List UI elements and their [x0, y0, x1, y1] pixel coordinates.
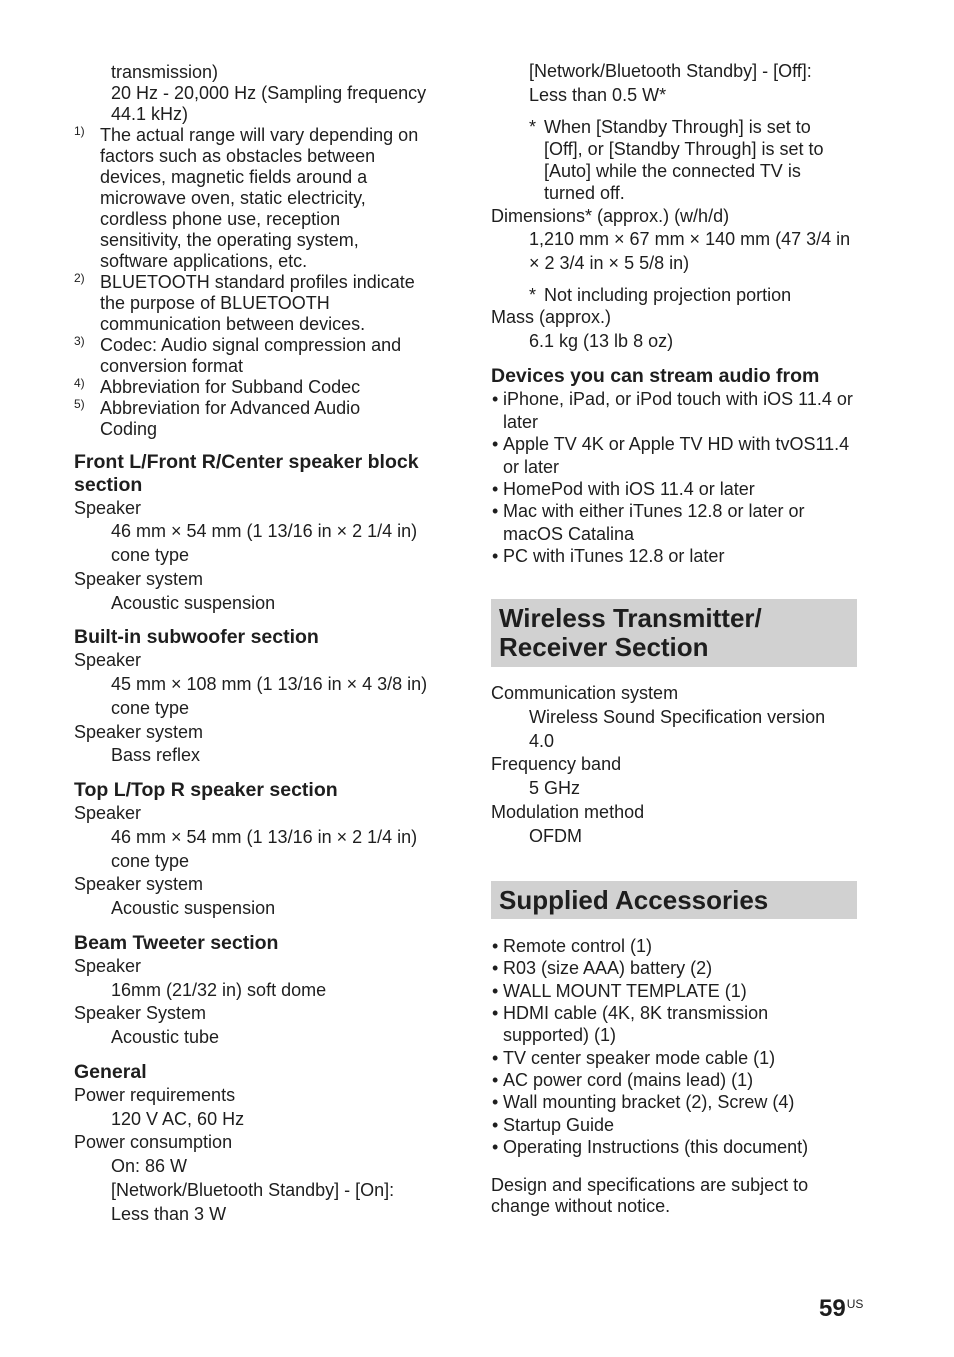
- spec-value: 5 GHz: [529, 778, 581, 799]
- list-item-text: PC with iTunes 12.8 or later: [503, 545, 725, 566]
- beam-tweeter-section: [74, 932, 454, 1050]
- wireless-specs: [491, 682, 871, 848]
- spec-value: 4.0: [529, 730, 555, 751]
- bullet-marker: •: [492, 389, 499, 410]
- spec-label: Speaker System: [74, 1003, 207, 1024]
- footnote-text-line: sensitivity, the operating system,: [100, 229, 359, 250]
- bullet-marker: •: [492, 1047, 499, 1068]
- section-heading-line: Beam Tweeter section: [74, 931, 279, 954]
- right-column-top: [491, 60, 871, 567]
- spec-value: Less than 3 W: [111, 1203, 227, 1224]
- bullet-marker: •: [492, 545, 499, 566]
- note-text-line: Not including projection portion: [544, 284, 792, 305]
- section-heading-line: General: [74, 1060, 147, 1083]
- spec-label: Speaker: [74, 955, 142, 976]
- bullet-marker: •: [492, 1069, 499, 1090]
- list-item-text: R03 (size AAA) battery (2): [503, 958, 713, 979]
- spec-value: 46 mm × 54 mm (1 13/16 in × 2 1/4 in): [111, 521, 418, 542]
- band-title-line: Supplied Accessories: [499, 884, 769, 915]
- front-speaker-section: [74, 451, 454, 616]
- spec-value: OFDM: [529, 825, 582, 846]
- spec-list: [74, 1084, 454, 1227]
- list-item: [491, 1136, 871, 1158]
- page-number: [819, 1294, 863, 1324]
- spec-label: Communication system: [491, 683, 679, 704]
- bullet-marker: •: [492, 1002, 499, 1023]
- spec-value: Acoustic suspension: [111, 898, 276, 918]
- footnote-3: [74, 335, 454, 377]
- list-item-text: later: [503, 411, 539, 432]
- continuation-line: transmission): [111, 61, 219, 82]
- list-item-text: HomePod with iOS 11.4 or later: [503, 478, 755, 499]
- list-item: [491, 1114, 871, 1136]
- spec-value: 6.1 kg (13 lb 8 oz): [529, 330, 674, 351]
- footnote-marker: 4): [74, 375, 85, 390]
- spec-label: Frequency band: [491, 754, 622, 775]
- footnote-text-line: BLUETOOTH standard profiles indicate: [100, 271, 415, 292]
- note-text-line: [Off], or [Standby Through] is set to: [544, 138, 824, 159]
- left-column: [74, 62, 454, 1227]
- section-heading-line: Devices you can stream audio from: [491, 365, 820, 388]
- bullet-marker: •: [492, 980, 499, 1001]
- footnote-text-line: microwave oven, static electricity,: [100, 187, 366, 208]
- list-item-text: Apple TV 4K or Apple TV HD with tvOS11.4: [503, 434, 850, 455]
- spec-value: cone type: [111, 545, 190, 565]
- subwoofer-section: [74, 626, 454, 768]
- page-number-value: 59: [819, 1295, 846, 1322]
- list-item: [491, 1091, 871, 1113]
- notice-line: Design and specifications are subject to: [491, 1174, 809, 1195]
- footnote-1: [74, 125, 454, 272]
- spec-value: cone type: [111, 697, 190, 718]
- list-item: [491, 388, 871, 433]
- section-heading-line: Built-in subwoofer section: [74, 626, 319, 649]
- accessories-list: [491, 935, 871, 1158]
- footnote-text-line: factors such as obstacles between: [100, 145, 376, 166]
- bullet-marker: •: [492, 958, 499, 979]
- list-item-text: HDMI cable (4K, 8K transmission: [503, 1002, 769, 1023]
- footnote-text-line: communication between devices.: [100, 313, 366, 334]
- footnote-marker: 5): [74, 396, 85, 411]
- list-item-text: Remote control (1): [503, 935, 653, 956]
- spec-value: 16mm (21/32 in) soft dome: [111, 979, 327, 1000]
- spec-value: Wireless Sound Specification version: [529, 706, 826, 727]
- footnote-marker: 3): [74, 333, 85, 348]
- footnote-text-line: the purpose of BLUETOOTH: [100, 292, 330, 313]
- accessories-section-title: [499, 886, 768, 915]
- specifications-notice: [491, 1175, 871, 1217]
- list-item-text: Operating Instructions (this document): [503, 1136, 809, 1157]
- spec-label: Speaker: [74, 803, 142, 823]
- bullet-marker: •: [492, 478, 499, 499]
- footnote-marker: 1): [74, 123, 85, 138]
- list-item: [491, 935, 871, 957]
- bullet-marker: •: [492, 1136, 499, 1157]
- note-text-line: [Auto] while the connected TV is: [544, 161, 801, 182]
- list-item: [491, 433, 871, 478]
- spec-value: On: 86 W: [111, 1156, 188, 1176]
- list-item: [491, 1002, 871, 1047]
- spec-value: Less than 0.5 W*: [529, 84, 667, 105]
- spec-value: 120 V AC, 60 Hz: [111, 1108, 245, 1129]
- spec-value: 45 mm × 108 mm (1 13/16 in × 4 3/8 in): [111, 674, 428, 694]
- spec-label: Speaker: [74, 650, 142, 671]
- list-item-text: Startup Guide: [503, 1114, 615, 1135]
- list-item: [491, 1069, 871, 1091]
- footnote-5: [74, 398, 454, 440]
- top-speaker-section: [74, 779, 454, 921]
- list-item-text: AC power cord (mains lead) (1): [503, 1069, 754, 1090]
- spec-label: Speaker system: [74, 721, 204, 742]
- spec-label: Speaker system: [74, 568, 204, 589]
- section-heading: [74, 779, 454, 802]
- list-item: [491, 1047, 871, 1069]
- spec-value: [Network/Bluetooth Standby] - [Off]:: [529, 61, 812, 81]
- section-heading: [74, 451, 454, 497]
- footnote-text-line: Abbreviation for Subband Codec: [100, 376, 361, 397]
- spec-label: Mass (approx.): [491, 307, 612, 328]
- footnote-4: [74, 377, 454, 398]
- list-item-text: supported) (1): [503, 1025, 617, 1046]
- spec-label: Speaker: [74, 497, 142, 518]
- mass-spec: [491, 306, 871, 354]
- standby-note: [491, 116, 871, 205]
- section-heading: [74, 1061, 454, 1084]
- bullet-marker: •: [492, 935, 499, 956]
- list-item-text: Wall mounting bracket (2), Screw (4): [503, 1092, 795, 1113]
- spec-label: Dimensions* (approx.) (w/h/d): [491, 205, 730, 226]
- list-item: [491, 980, 871, 1002]
- continuation-line: 44.1 kHz): [111, 103, 189, 124]
- band-title-line: Receiver Section: [499, 631, 709, 662]
- section-heading: [74, 626, 454, 649]
- footnote-text-line: Abbreviation for Advanced Audio: [100, 397, 361, 418]
- spec-value: Acoustic suspension: [111, 592, 276, 613]
- section-heading-line: Top L/Top R speaker section: [74, 779, 338, 801]
- spec-label: Speaker system: [74, 874, 204, 895]
- note-text-line: turned off.: [544, 183, 625, 204]
- spec-list: [74, 649, 454, 768]
- spec-label: Power requirements: [74, 1084, 236, 1105]
- spec-value: Bass reflex: [111, 745, 201, 766]
- footnote-text-line: Coding: [100, 418, 158, 439]
- band-title-line: Wireless Transmitter/: [499, 602, 762, 633]
- dimensions-note: [491, 284, 871, 306]
- bullet-marker: •: [492, 501, 499, 522]
- list-item-text: macOS Catalina: [503, 523, 635, 544]
- page-region-code: US: [846, 1297, 864, 1311]
- spec-value: Acoustic tube: [111, 1027, 220, 1047]
- spec-value: 46 mm × 54 mm (1 13/16 in × 2 1/4 in): [111, 826, 418, 847]
- section-heading-line: Front L/Front R/Center speaker block: [74, 450, 419, 473]
- wireless-section-title: [499, 604, 762, 662]
- bullet-marker: •: [492, 434, 499, 455]
- note-asterisk: *: [529, 284, 537, 305]
- spec-value: 1,210 mm × 67 mm × 140 mm (47 3/4 in: [529, 229, 851, 250]
- footnote-2: [74, 272, 454, 335]
- dimensions-spec: [491, 205, 871, 276]
- list-item-text: TV center speaker mode cable (1): [503, 1047, 776, 1068]
- accessories-section-band: [491, 881, 857, 919]
- section-heading: [491, 365, 871, 388]
- footnote-text-line: software applications, etc.: [100, 250, 308, 271]
- list-item: [491, 957, 871, 979]
- list-item: [491, 500, 871, 545]
- footnote-text-line: cordless phone use, reception: [100, 208, 341, 229]
- spec-value: [Network/Bluetooth Standby] - [On]:: [111, 1179, 395, 1200]
- continuation-block: [74, 62, 454, 125]
- standby-off-spec: [491, 60, 871, 108]
- continuation-line: 20 Hz - 20,000 Hz (Sampling frequency: [111, 82, 427, 103]
- general-section: [74, 1061, 454, 1227]
- footnote-text-line: devices, magnetic fields around a: [100, 166, 368, 187]
- list-item-text: iPhone, iPad, or iPod touch with iOS 11.4 or: [503, 389, 853, 410]
- spec-value: cone type: [111, 850, 190, 871]
- bullet-marker: •: [492, 1092, 499, 1113]
- list-item-text: Mac with either iTunes 12.8 or later or: [503, 501, 805, 522]
- footnote-text-line: Codec: Audio signal compression and: [100, 334, 402, 355]
- spec-value: × 2 3/4 in × 5 5/8 in): [529, 253, 690, 274]
- spec-list: [74, 802, 454, 921]
- bullet-marker: •: [492, 1114, 499, 1135]
- footnote-text-line: conversion format: [100, 355, 244, 376]
- section-heading-line: section: [74, 473, 143, 496]
- spec-list: [74, 497, 454, 616]
- streaming-devices-section: [491, 365, 871, 567]
- note-asterisk: *: [529, 116, 537, 137]
- spec-label: Modulation method: [491, 801, 645, 822]
- spec-list: [74, 955, 454, 1050]
- footnote-text-line: The actual range will vary depending on: [100, 124, 419, 145]
- list-item: [491, 545, 871, 567]
- list-item-text: or later: [503, 456, 560, 477]
- footnote-marker: 2): [74, 270, 85, 285]
- spec-label: Power consumption: [74, 1132, 233, 1153]
- notice-line: change without notice.: [491, 1195, 671, 1216]
- wireless-section-band: [491, 599, 857, 667]
- list-item-text: WALL MOUNT TEMPLATE (1): [503, 980, 747, 1001]
- section-heading: [74, 932, 454, 955]
- note-text-line: When [Standby Through] is set to: [544, 116, 811, 137]
- list-item: [491, 478, 871, 500]
